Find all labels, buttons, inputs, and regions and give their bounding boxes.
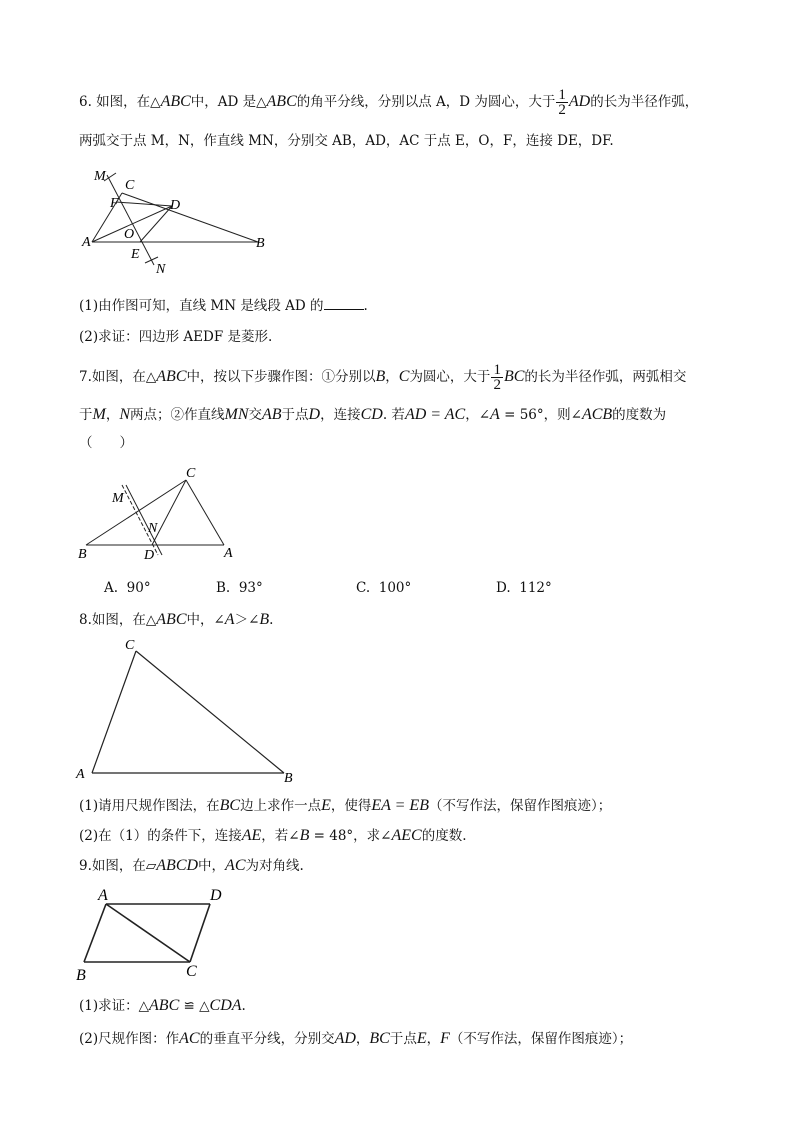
text: 中， [198, 858, 226, 874]
q6-figure [80, 165, 280, 280]
text: 中，按以下步骤作图：①分别以 [186, 369, 376, 385]
label-b: B [76, 967, 86, 984]
label-b: B [256, 236, 265, 251]
segment-ca [186, 480, 224, 545]
math-c: C [398, 368, 410, 385]
segment-dc [190, 904, 210, 962]
text: = 48°，求∠ [309, 828, 392, 844]
label-n: N [156, 262, 166, 277]
math-f: F [440, 1030, 450, 1047]
math-bc: BC [503, 368, 525, 385]
math-ad: AD [334, 1030, 356, 1047]
segment-de [140, 206, 172, 242]
label-b: B [284, 771, 293, 786]
math-b: B [375, 368, 386, 385]
math-acb: ACB [581, 406, 613, 423]
math-ea-eq-eb: EA = EB [371, 797, 429, 814]
text: 交 [248, 407, 262, 423]
q7-stem-line2 [79, 405, 666, 425]
frac-den: 2 [558, 102, 566, 118]
q7-stem-line1 [79, 363, 686, 392]
segment-ac [92, 651, 136, 773]
option-letter: B. [216, 580, 231, 596]
text: 的度数为 [612, 407, 667, 423]
label-c: C [125, 178, 135, 193]
math-abcd: ABCD [156, 857, 199, 874]
option-a[interactable] [104, 580, 151, 596]
text: ，连接 [320, 407, 361, 423]
math-cda: CDA [209, 997, 242, 1014]
label-d: D [170, 198, 181, 213]
math-cd: CD [360, 406, 383, 423]
option-c[interactable] [356, 580, 411, 596]
option-letter: D. [496, 580, 511, 596]
text: （不写作法，保留作图痕迹）； [428, 798, 612, 814]
math-ae: AE [241, 827, 262, 844]
text: . [269, 612, 274, 628]
fraction-half [491, 363, 503, 392]
text: 9.如图，在▱ [79, 858, 157, 874]
q8-stem [79, 610, 273, 630]
text: 的度数. [421, 828, 467, 844]
text: (2)尺规作图：作 [79, 1031, 180, 1047]
math-b: B [299, 827, 310, 844]
text: 8.如图，在△ [79, 612, 157, 628]
q6-stem-line1 [79, 88, 698, 117]
text: (1)求证：△ [79, 998, 150, 1014]
label-c: C [186, 963, 197, 980]
text: ， [385, 369, 399, 385]
text: . [241, 998, 246, 1014]
option-value: 93° [238, 580, 263, 596]
q8-figure [72, 632, 312, 787]
label-e: E [131, 247, 140, 262]
q8-part2 [79, 826, 467, 846]
label-b: B [78, 547, 87, 562]
diagonal-ac [106, 904, 190, 962]
text: 为对角线. [245, 858, 304, 874]
text: 于点 [281, 407, 309, 423]
label-n: N [148, 521, 158, 536]
math-mn: MN [224, 406, 249, 423]
q8-part1 [79, 796, 611, 816]
text: 两点；②作直线 [130, 407, 225, 423]
segment-cb [122, 193, 258, 242]
q7-answer-paren: （ ） [79, 435, 133, 451]
label-a: A [224, 546, 233, 561]
option-value: 112° [519, 580, 552, 596]
math-bc: BC [219, 797, 241, 814]
math-e: E [321, 797, 331, 814]
label-d: D [144, 548, 155, 563]
q9-figure [72, 880, 232, 985]
text: ，∠ [465, 407, 491, 423]
text: ＞∠ [234, 612, 260, 628]
math-abc: ABC [156, 368, 187, 385]
text: 边上求作一点 [240, 798, 322, 814]
frac-num: 1 [558, 87, 566, 103]
math-abc: ABC [266, 93, 297, 110]
fraction-half [556, 88, 568, 117]
math-a: A [490, 406, 500, 423]
q6-part1 [79, 296, 368, 316]
label-m: M [94, 169, 106, 184]
label-c: C [186, 466, 196, 481]
label-a: A [82, 235, 91, 250]
q9-part2 [79, 1029, 632, 1049]
label-m: M [112, 491, 124, 506]
text: ， [355, 1031, 370, 1047]
q6-part2: (2)求证：四边形 AEDF 是菱形. [79, 329, 273, 345]
math-m: M [92, 406, 106, 423]
math-ac: AC [179, 1030, 200, 1047]
label-c: C [125, 638, 135, 653]
q9-part1 [79, 996, 246, 1016]
text: 为圆心，大于 [409, 369, 491, 385]
text: （不写作法，保留作图痕迹）； [449, 1031, 633, 1047]
text: . 若 [382, 407, 405, 423]
math-ac: AC [225, 857, 246, 874]
text: (2)在（1）的条件下，连接 [79, 828, 242, 844]
text: 的长为半径作弧，两弧相交 [524, 369, 687, 385]
math-ad: AD [568, 93, 591, 110]
math-bc: BC [369, 1030, 390, 1047]
frac-num: 1 [493, 362, 501, 378]
text: . [363, 298, 368, 314]
frac-den: 2 [493, 377, 501, 393]
option-letter: A. [104, 580, 119, 596]
math-abc: ABC [156, 611, 187, 628]
option-value: 100° [378, 580, 412, 596]
text: ≌ △ [179, 998, 210, 1014]
segment-fd [116, 202, 172, 206]
option-letter: C. [356, 580, 371, 596]
text: 于 [79, 407, 93, 423]
label-o: O [124, 227, 135, 242]
math-e: E [416, 1030, 427, 1047]
text: 7.如图，在△ [79, 369, 157, 385]
text: (1)请用尺规作图法，在 [79, 798, 220, 814]
text: 于点 [389, 1031, 417, 1047]
text: ，使得 [330, 798, 372, 814]
segment-ab [84, 904, 106, 962]
math-ad-eq-ac: AD = AC [404, 406, 466, 423]
label-d: D [210, 887, 222, 904]
math-n: N [119, 406, 130, 423]
text: 的长为半径作弧， [590, 94, 699, 110]
math-d: D [308, 406, 321, 423]
math-aec: AEC [391, 827, 422, 844]
math-b: B [259, 611, 270, 628]
math-abc: ABC [149, 997, 180, 1014]
q7-figure [76, 465, 246, 565]
q9-stem [79, 856, 304, 876]
text: 中，∠ [186, 612, 225, 628]
label-a: A [98, 887, 108, 904]
option-d[interactable] [496, 580, 552, 596]
label-f: F [110, 196, 119, 211]
label-a: A [76, 767, 85, 782]
math-a: A [224, 611, 235, 628]
option-b[interactable] [216, 580, 263, 596]
text: (1)由作图可知，直线 MN 是线段 AD 的 [79, 298, 324, 314]
math-ab: AB [262, 406, 282, 423]
answer-blank[interactable] [324, 297, 364, 310]
math-abc: ABC [160, 93, 191, 110]
text: 的角平分线，分别以点 A，D 为圆心，大于 [296, 94, 556, 110]
segment-cb [136, 651, 284, 773]
text: ， [426, 1031, 441, 1047]
text: ， [105, 407, 120, 423]
text: ，若∠ [261, 828, 300, 844]
text: 中，AD 是△ [190, 94, 267, 110]
text: 的垂直平分线，分别交 [199, 1031, 335, 1047]
text: = 56°，则∠ [499, 407, 582, 423]
q6-stem-line2: 两弧交于点 M，N，作直线 MN，分别交 AB，AD，AC 于点 E，O，F，连接 DE，DF. [79, 133, 614, 149]
option-value: 90° [126, 580, 151, 596]
text: 6. 如图，在△ [79, 94, 161, 110]
